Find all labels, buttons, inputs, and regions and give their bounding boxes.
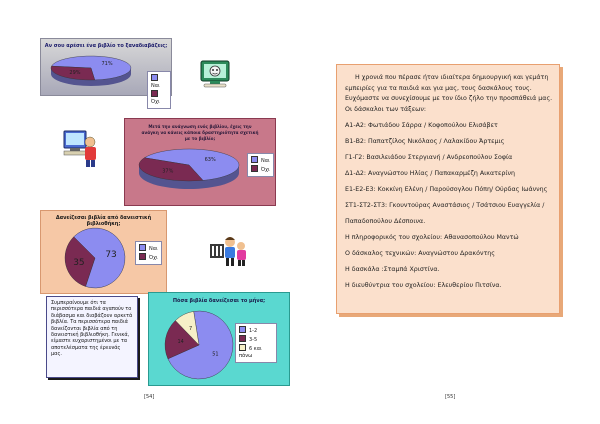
legend-label: Ναι xyxy=(149,246,158,252)
legend-swatch xyxy=(239,344,246,351)
credit-line: Η πληροφορικός του σχολείου: Αθανασοπούλου Μαντώ xyxy=(345,234,519,241)
slice-label: 71% xyxy=(101,61,113,68)
chart-legend xyxy=(147,71,171,109)
computer-clipart xyxy=(198,60,234,88)
slice-label: 51 xyxy=(212,351,219,358)
chart-panel-monthly xyxy=(148,292,290,386)
credits-panel xyxy=(336,64,560,314)
slice-label: 73 xyxy=(105,250,117,261)
conclusion-text: Συμπεραίνουμε ότι τα περισσότερα παιδιά αγαπούν το διάβασμα και διαβάζουν αρκετά βιβλία. Τα περισσότερα παιδιά δανείζονται βιβλία από τη δανειστική βιβλιοθήκη. Γενικά, είμαστε ευχαριστημένοι με τα αποτελέσματα της έρευνάς μας. xyxy=(51,300,133,358)
credit-line: Β1-Β2: Παπατζίλος Νικόλαος / Λαλακίδου Άρτεμις xyxy=(345,138,505,145)
credit-line: Ε1-Ε2-Ε3: Κοκκίνη Ελένη / Παρούσογλου Πόπη/ Ούρδας Ιωάννης xyxy=(345,186,548,193)
legend-swatch xyxy=(251,165,258,172)
intro-paragraph: Η χρονιά που πέρασε ήταν ιδιαίτερα δημιουργική και γεμάτη εμπειρίες για τα παιδιά και για μας, τους δασκάλους τους. Ευχόμαστε να συνεχίσουμε με τον ίδιο ζήλο την προσπάθειά μας. xyxy=(345,74,553,102)
slice-label: 37% xyxy=(162,168,174,175)
page-number-left: [54] xyxy=(144,394,155,400)
credit-line: ΣΤ1-ΣΤ2-ΣΤ3: Γκουντούρας Αναστάσιος / Τσάτσιου Ευαγγελία / xyxy=(345,202,545,209)
chart-legend xyxy=(247,153,274,177)
chart-panel-reread xyxy=(40,38,172,105)
credit-line: Παπαδοπούλου Δέσποινα. xyxy=(345,218,426,225)
legend-label: Όχι xyxy=(261,167,270,173)
legend-item xyxy=(139,244,158,253)
credit-line: Η δασκάλα :Σταμπά Χριστίνα. xyxy=(345,266,440,273)
legend-item xyxy=(239,335,273,344)
teachers-heading: Οι δάσκαλοι των τάξεων: xyxy=(345,105,427,113)
credit-line: Η διευθύντρια του σχολείου: Ελευθερίου Πιτσίνα. xyxy=(345,282,502,289)
chart-legend xyxy=(135,241,162,265)
pie-chart xyxy=(47,51,137,93)
slice-label: 14 xyxy=(177,339,184,346)
legend-label: Ναι xyxy=(261,158,270,164)
legend-label: Όχι xyxy=(151,99,160,105)
slice-label: 35 xyxy=(73,257,85,268)
student-computer-clipart xyxy=(62,128,98,168)
legend-item xyxy=(239,326,273,335)
legend-label: Όχι xyxy=(149,255,158,261)
slice-label: 29% xyxy=(69,70,81,77)
legend-swatch xyxy=(151,90,158,97)
legend-item xyxy=(251,156,270,165)
legend-swatch xyxy=(239,326,246,333)
legend-swatch xyxy=(139,253,146,260)
legend-label: 6 και πάνω xyxy=(239,346,262,359)
pie-chart xyxy=(53,225,137,291)
legend-item xyxy=(151,74,167,90)
legend-label: Ναι xyxy=(151,83,160,89)
legend-label: 3-5 xyxy=(249,337,258,343)
legend-item xyxy=(251,165,270,174)
legend-swatch xyxy=(239,335,246,342)
legend-swatch xyxy=(251,156,258,163)
legend-swatch xyxy=(151,74,158,81)
chart-title: Μετά την ανάγνωση ενός βιβλίου, έχεις την ανάγκη να κάνεις κάποια δραστηριότητα σχετική με το βιβλίο; xyxy=(141,124,259,141)
credit-line: Ο δάσκαλος τεχνικών: Αναγνώστου Δρακόντης xyxy=(345,250,495,257)
page-number-right: [55] xyxy=(445,394,456,400)
legend-label: 1-2 xyxy=(249,328,258,334)
credit-line: Δ1-Δ2: Αναγνώστου Ηλίας / Παπακαρμέζη Αικατερίνη xyxy=(345,170,516,177)
chart-title: Αν σου αρέσει ένα βιβλίο το ξαναδιαβάζεις; xyxy=(44,43,168,49)
chart-title: Δανείζεσαι βιβλία από δανειστική βιβλιοθήκη; xyxy=(55,215,152,227)
chart-panel-library xyxy=(40,210,167,294)
legend-item xyxy=(239,344,273,360)
pie-chart xyxy=(135,141,245,199)
conclusion-note xyxy=(46,296,138,378)
chart-title: Πόσα βιβλία δανείζεσαι το μήνα; xyxy=(172,298,266,304)
legend-swatch xyxy=(139,244,146,251)
credit-line: Γ1-Γ2: Βασιλειάδου Στεργιανή / Ανδρεοπούλου Σοφία xyxy=(345,154,513,161)
slice-label: 63% xyxy=(204,157,216,164)
credit-line: Α1-Α2: Φωτιάδου Σάρρα / Κοφοπούλου Ελισάβετ xyxy=(345,122,498,129)
chart-panel-activity xyxy=(124,118,276,206)
pie-chart xyxy=(157,307,247,383)
legend-item xyxy=(139,253,158,262)
children-music-clipart xyxy=(208,234,248,268)
chart-legend xyxy=(235,323,277,363)
legend-item xyxy=(151,90,167,106)
slice-label: 7 xyxy=(189,325,193,332)
